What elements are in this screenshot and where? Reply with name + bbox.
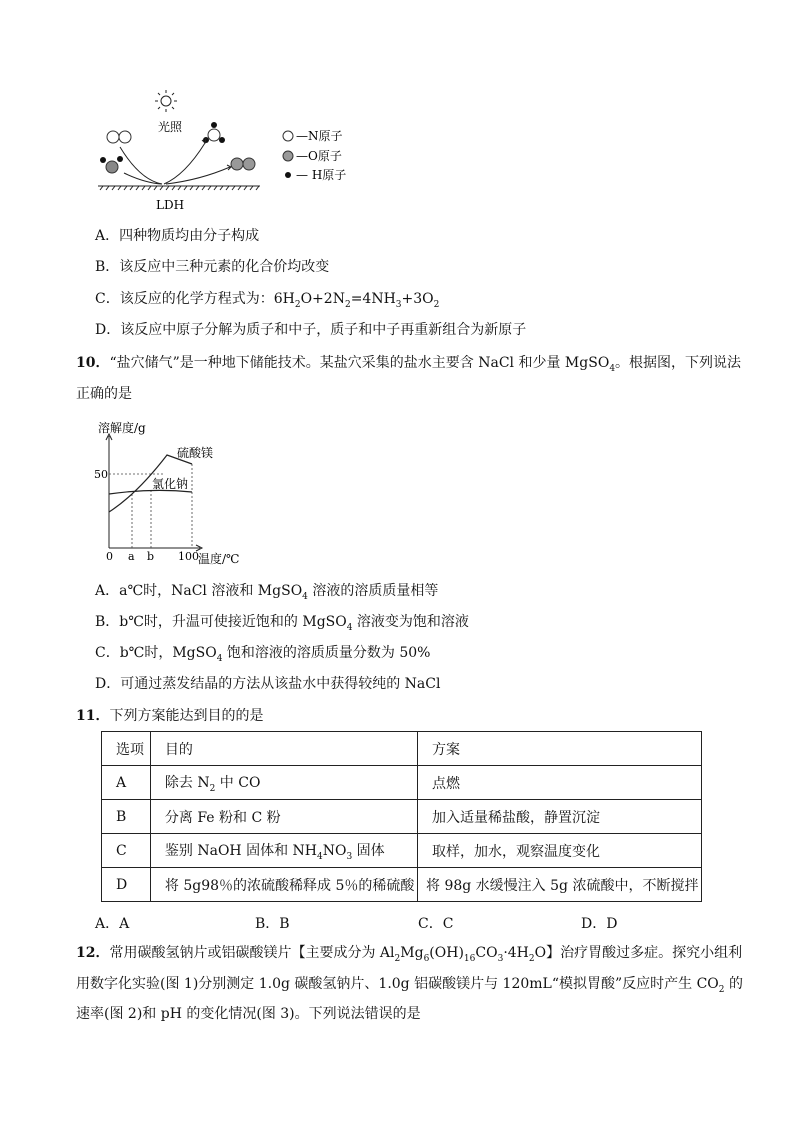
solubility-graph	[92, 414, 262, 569]
reaction-arrows	[120, 138, 231, 184]
header-option: 选项	[102, 732, 151, 766]
diagram-legend	[283, 129, 346, 182]
q11-answer-d[interactable]: D．D	[581, 916, 618, 932]
table-row: A 除去 $N_2$ 中 CO 点燃	[102, 766, 702, 800]
plan-table	[101, 731, 702, 902]
nh3-molecule	[203, 122, 225, 143]
equation: $6H_2O+2N_2=4NH_3+3O_2$	[273, 291, 440, 310]
q9-option-c-prefix: C．该反应的化学方程式为：	[95, 291, 274, 307]
q10-option-a[interactable]: A．a℃时，NaCl 溶液和 MgSO$_4$ 溶液的溶质质量相等	[95, 583, 439, 602]
header-goal: 目的	[150, 732, 417, 766]
q12-stem-line1: 12．常用碳酸氢钠片或铝碳酸镁片【主要成分为 $Al_2Mg_6(OH)_{16}CO_3\cdot 4H_2O$】治疗胃酸过多症。探究小组利	[76, 945, 743, 964]
table-row: B 分离 Fe 粉和 C 粉 加入适量稀盐酸，静置沉淀	[102, 800, 702, 834]
legend-n-marker	[283, 131, 293, 141]
legend-o-label: —O原子	[296, 149, 342, 163]
mgso4-label: 硫酸镁	[177, 446, 214, 460]
q10-stem-line1: 10．“盐穴储气”是一种地下储能技术。某盐穴采集的盐水主要含 NaCl 和少量 MgSO$_4$。根据图，下列说法	[76, 355, 742, 374]
header-plan: 方案	[418, 732, 702, 766]
nacl-label: 氯化钠	[152, 477, 189, 491]
x-tick-a: a	[128, 550, 135, 563]
ldh-surface	[98, 186, 260, 190]
legend-o-marker	[283, 151, 293, 161]
question-number: 12．	[76, 945, 110, 961]
h2o-molecule	[100, 156, 123, 173]
q9-option-b[interactable]: B．该反应中三种元素的化合价均改变	[95, 259, 330, 275]
q9-option-d[interactable]: D．该反应中原子分解为质子和中子，质子和中子再重新组合为新原子	[95, 322, 527, 338]
o2-molecule	[231, 158, 255, 170]
x-tick-100: 100	[178, 550, 199, 563]
table-row: D 将 5g98％的浓硫酸稀释成 5％的稀硫酸 将 98g 水缓慢注入 5g 浓硫酸中，不断搅拌	[102, 868, 702, 902]
question-number: 10．	[76, 355, 110, 371]
x-axis-label: 温度/℃	[198, 552, 240, 566]
q9-option-a[interactable]: A．四种物质均由分子构成	[95, 228, 260, 244]
q11-answer-b[interactable]: B．B	[255, 916, 290, 932]
n2-molecule	[107, 131, 131, 143]
legend-h-label: — H原子	[296, 168, 347, 182]
q10-stem-line2: 正确的是	[76, 386, 132, 402]
surface-label: LDH	[156, 198, 185, 212]
q11-answer-a[interactable]: A．A	[95, 916, 130, 932]
x-tick-0: 0	[106, 550, 113, 563]
q11-stem: 11．下列方案能达到目的的是	[76, 708, 264, 724]
light-label: 光照	[158, 120, 183, 134]
legend-n-label: —N原子	[296, 129, 343, 143]
table-header-row	[102, 732, 702, 766]
y-tick-50: 50	[94, 468, 108, 481]
q9-option-c[interactable]	[95, 289, 439, 315]
legend-h-marker	[285, 172, 291, 178]
q10-option-b[interactable]: B．b℃时，升温可使接近饱和的 MgSO$_4$ 溶液变为饱和溶液	[95, 614, 469, 633]
q12-stem-line2: 用数字化实验(图 1)分别测定 1.0g 碳酸氢钠片、1.0g 铝碳酸镁片与 120mL“模拟胃酸”反应时产生 $CO_2$ 的	[76, 976, 743, 995]
reaction-diagram	[90, 85, 370, 215]
y-axis-label: 溶解度/g	[98, 421, 146, 435]
sun-icon	[155, 90, 177, 112]
table-row: C 鉴别 NaOH 固体和 $NH_4NO_3$ 固体 取样，加水，观察温度变化	[102, 834, 702, 868]
q10-option-d[interactable]: D．可通过蒸发结晶的方法从该盐水中获得较纯的 NaCl	[95, 676, 441, 692]
q10-option-c[interactable]: C．b℃时，MgSO$_4$ 饱和溶液的溶质质量分数为 50%	[95, 645, 431, 664]
q12-stem-line3: 速率(图 2)和 pH 的变化情况(图 3)。下列说法错误的是	[76, 1006, 421, 1022]
x-tick-b: b	[147, 550, 155, 563]
q11-answer-c[interactable]: C．C	[418, 916, 454, 932]
question-number: 11．	[76, 708, 110, 724]
